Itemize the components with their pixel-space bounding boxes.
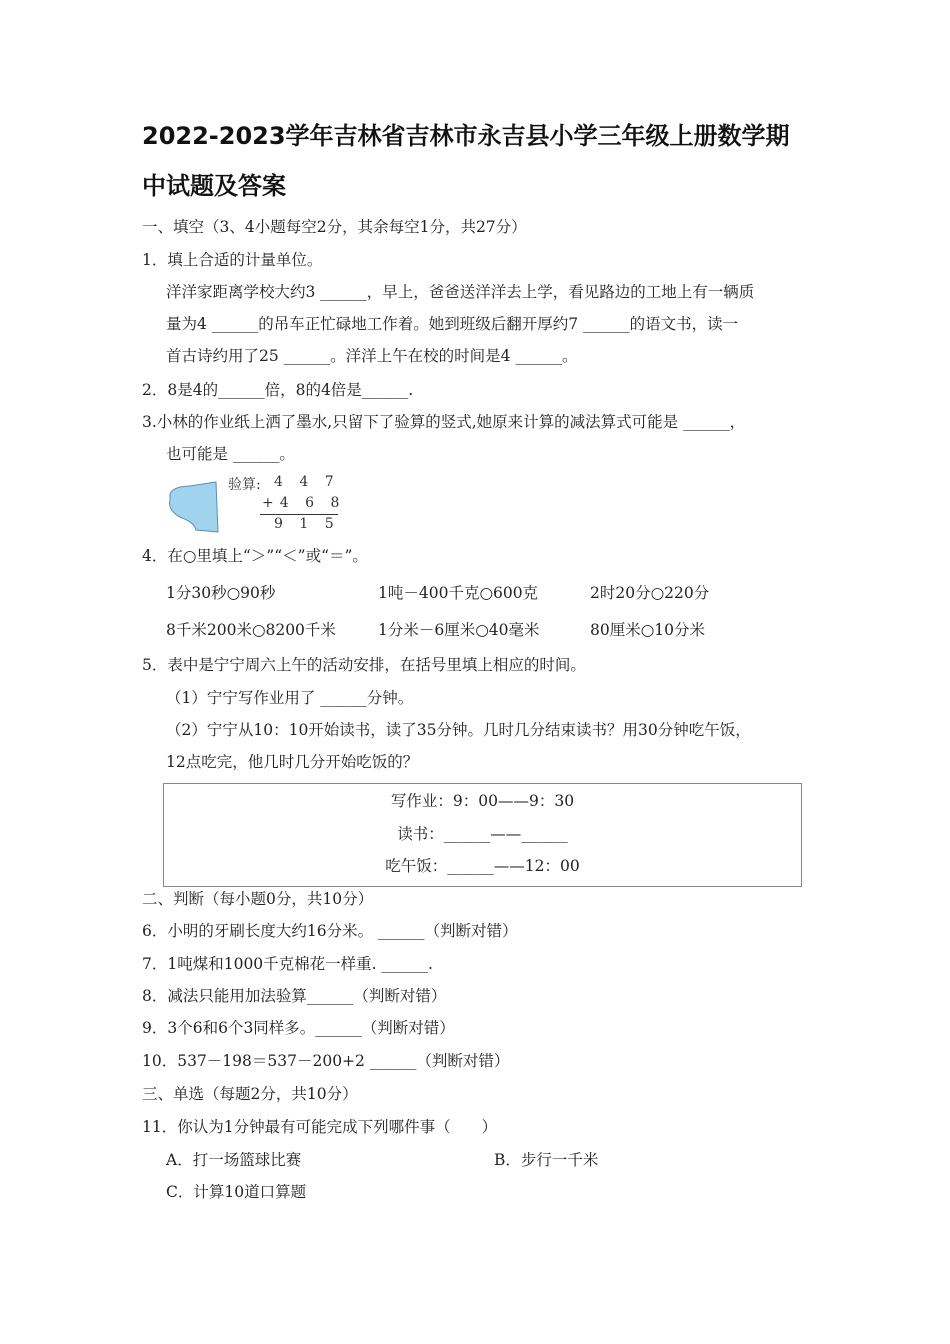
question-4-label: 4．在○里填上“＞”“＜”或“＝”。 (142, 547, 368, 565)
option-b: B．步行一千米 (494, 1151, 599, 1169)
question-5-sub-2-line-2: 12点吃完，他几时几分开始吃饭的？ (166, 753, 419, 771)
comparison-item: 1吨－400千克○600克 (378, 584, 539, 602)
question-3-line-2: 也可能是 ______。 (166, 445, 295, 463)
option-a: A．打一场篮球比赛 (166, 1151, 302, 1169)
section-3-heading: 三、单选（每题2分，共10分） (142, 1085, 358, 1103)
question-11-label: 11．你认为1分钟最有可能完成下列哪件事（ ） (142, 1118, 498, 1136)
schedule-row-reading: 读书：______——______ (397, 825, 568, 843)
question-3-line-1: 3.小林的作业纸上洒了墨水,只留下了验算的竖式,她原来计算的减法算式可能是 ______， (142, 413, 746, 431)
judgement-item: 8．减法只能用加法验算______（判断对错） (142, 987, 447, 1005)
verification-row-2: +4 6 8 (262, 495, 346, 511)
question-1-paragraph-2: 量为4 ______的吊车正忙碌地工作着。她到班级后翻开厚约7 ______的语文书，读一 (166, 315, 739, 333)
schedule-table (163, 783, 802, 887)
comparison-item: 8千米200米○8200千米 (166, 621, 336, 639)
question-1-paragraph-1: 洋洋家距离学校大约3 ______，早上，爸爸送洋洋去上学，看见路边的工地上有一辆质 (166, 283, 755, 301)
judgement-item: 9．3个6和6个3同样多。______（判断对错） (142, 1019, 455, 1037)
verification-row-1: 4 4 7 (274, 474, 340, 490)
judgement-item: 6．小明的牙刷长度大约16分米。 ______（判断对错） (142, 922, 518, 940)
section-1-heading: 一、填空（3、4小题每空2分，其余每空1分，共27分） (142, 218, 527, 236)
section-2-heading: 二、判断（每小题0分，共10分） (142, 890, 374, 908)
judgement-item: 10．537－198＝537－200+2 ______（判断对错） (142, 1052, 510, 1070)
comparison-item: 80厘米○10分米 (590, 621, 705, 639)
question-1-label: 1．填上合适的计量单位。 (142, 251, 323, 269)
question-5-sub-2-line-1: （2）宁宁从10：10开始读书，读了35分钟。几时几分结束读书？用30分钟吃午饭， (166, 721, 751, 739)
schedule-row-lunch: 吃午饭：______——12：00 (385, 857, 580, 875)
schedule-row-homework: 写作业：9：00——9：30 (390, 792, 575, 810)
comparison-item: 1分30秒○90秒 (166, 584, 276, 602)
document-title-line-2: 中试题及答案 (142, 172, 286, 200)
question-2: 2．8是4的______倍，8的4倍是______. (142, 381, 414, 399)
question-5-label: 5．表中是宁宁周六上午的活动安排，在括号里填上相应的时间。 (142, 656, 586, 674)
document-title-line-1: 2022-2023学年吉林省吉林市永吉县小学三年级上册数学期 (142, 122, 790, 150)
verification-label: 验算: (228, 477, 261, 493)
comparison-item: 1分米－6厘米○40毫米 (378, 621, 540, 639)
comparison-item: 2时20分○220分 (590, 584, 710, 602)
option-c: C．计算10道口算题 (166, 1183, 307, 1201)
verification-row-3: 9 1 5 (274, 516, 340, 532)
question-1-paragraph-3: 首古诗约用了25 ______。洋洋上午在校的时间是4 ______。 (166, 347, 578, 365)
verification-rule (260, 514, 338, 515)
question-5-sub-1: （1）宁宁写作业用了 ______分钟。 (166, 689, 414, 707)
judgement-item: 7．1吨煤和1000千克棉花一样重. ______. (142, 955, 433, 973)
ink-stained-calculation-figure (166, 472, 346, 536)
